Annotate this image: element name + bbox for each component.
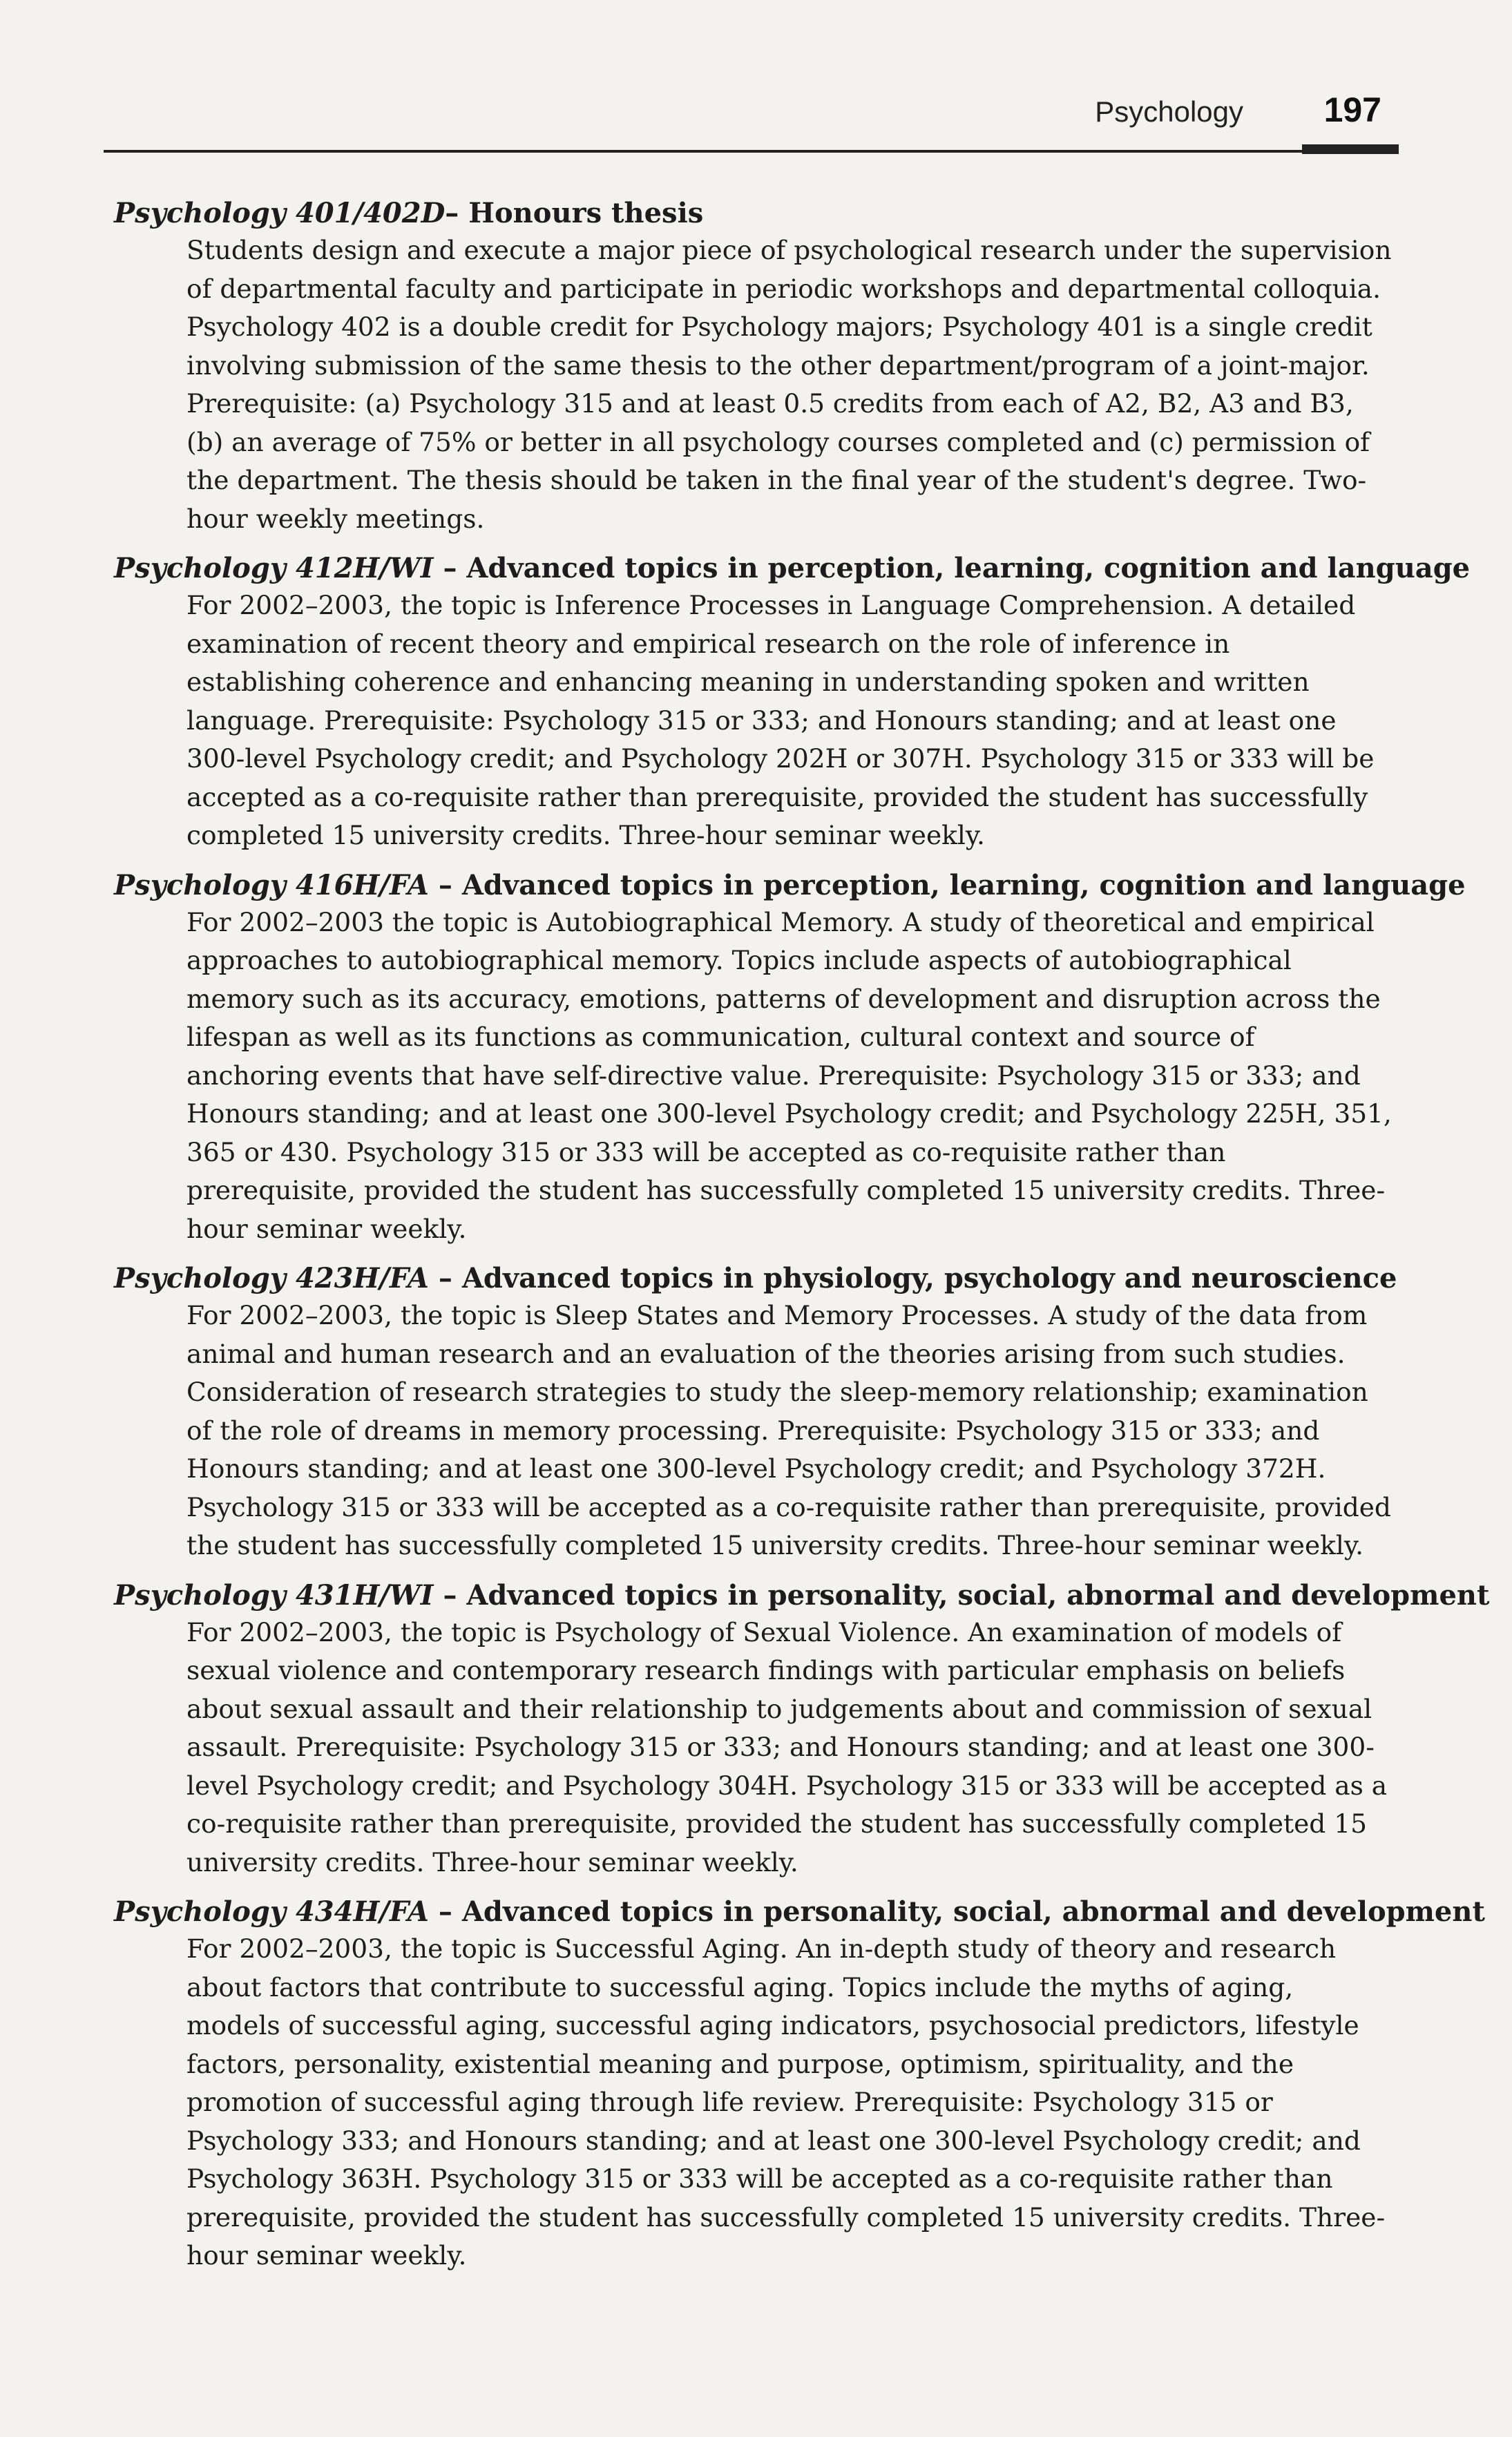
course-description: For 2002–2003 the topic is Autobiographical Memory. A study of theoretical and empirical approaches to autobiographical memory. Topics include aspects of autobiographical memory such as its accuracy, emotions, patterns of development and disruption across the lifespan as well as its functions as communication, cultural context and source of anchoring events that have self-directive value. Prerequisite: Psychology 315 or 333; and Honours standing; and at least one 300-level Psychology credit; and Psychology 225H, 351, 365 or 430. Psychology 315 or 333 will be accepted as co-requisite rather than prerequisite, provided the student has successfully completed 15 university credits. Three-hour seminar weekly. (186, 906, 1392, 1244)
course-separator: – (438, 1895, 452, 1928)
course-heading (114, 195, 1399, 231)
page-header (104, 90, 1381, 145)
section-title: Psychology (1095, 95, 1243, 128)
course-code: Psychology 434H/FA (114, 1895, 429, 1928)
course-separator: – (438, 868, 452, 901)
header-rule (104, 150, 1399, 153)
header-rule-accent (1302, 144, 1399, 154)
course-description: For 2002–2003, the topic is Sleep States and Memory Processes. A study of the data from animal and human research and an evaluation of the theories arising from such studies. Consideration of research strategies to study the sleep-memory relationship; examination of the role of dreams in memory processing. Prerequisite: Psychology 315 or 333; and Honours standing; and at least one 300-level Psychology credit; and Psychology 372H. Psychology 315 or 333 will be accepted as a co-requisite rather than prerequisite, provided the student has successfully completed 15 university credits. Three-hour seminar weekly. (186, 1300, 1391, 1560)
course-heading (114, 1261, 1399, 1297)
course-separator: – (443, 552, 457, 584)
course-entry (114, 551, 1471, 855)
course-heading (114, 1578, 1490, 1614)
course-entry (114, 1261, 1399, 1565)
course-title: Advanced topics in personality, social, abnormal and development (466, 1578, 1490, 1612)
course-entry (114, 868, 1466, 1249)
course-code: Psychology 423H/FA (114, 1262, 429, 1294)
course-description: For 2002–2003, the topic is Psychology of Sexual Violence. An examination of models of sexual violence and contemporary research findings with particular emphasis on beliefs about sexual assault and their relationship to judgements about and commission of sexual assault. Prerequisite: Psychology 315 or 333; and Honours standing; and at least one 300-level Psychology credit; and Psychology 304H. Psychology 315 or 333 will be accepted as a co-requisite rather than prerequisite, provided the student has successfully completed 15 university credits. Three-hour seminar weekly. (186, 1616, 1388, 1877)
course-title: Advanced topics in personality, social, abnormal and development (461, 1895, 1485, 1928)
course-heading (114, 868, 1466, 904)
course-heading (114, 551, 1471, 586)
course-code: Psychology 401/402D (114, 197, 446, 229)
course-heading (114, 1894, 1485, 1930)
course-description: Students design and execute a major piece of psychological research under the supervision of departmental faculty and participate in periodic workshops and departmental colloquia. Psychology 402 is a double credit for Psychology majors; Psychology 401 is a single credit involving submission of the same thesis to the other department/program of a joint-major. Prerequisite: (a) Psychology 315 and at least 0.5 credits from each of A2, B2, A3 and B3, (b) an average of 75% or better in all psychology courses completed and (c) permission of the department. The thesis should be taken in the final year of the student's degree. Two-hour weekly meetings. (186, 235, 1392, 534)
course-title: Advanced topics in perception, learning, cognition and language (461, 868, 1466, 901)
course-title: Advanced topics in physiology, psychology and neuroscience (461, 1262, 1397, 1294)
course-title: Honours thesis (468, 197, 704, 229)
course-entry (114, 1578, 1490, 1882)
course-description: For 2002–2003, the topic is Inference Processes in Language Comprehension. A detailed examination of recent theory and empirical research on the role of inference in establishing coherence and enhancing meaning in understanding spoken and written language. Prerequisite: Psychology 315 or 333; and Honours standing; and at least one 300-level Psychology credit; and Psychology 202H or 307H. Psychology 315 or 333 will be accepted as a co-requisite rather than prerequisite, provided the student has successfully completed 15 university credits. Three-hour seminar weekly. (186, 590, 1375, 850)
course-code: Psychology 431H/WI (114, 1578, 434, 1612)
course-separator: – (443, 1578, 457, 1612)
course-entry (114, 195, 1399, 538)
course-separator: – (438, 1262, 452, 1294)
page-number: 197 (1323, 90, 1381, 129)
course-separator: – (445, 197, 459, 229)
course-description: For 2002–2003, the topic is Successful Aging. An in-depth study of theory and research about factors that contribute to successful aging. Topics include the myths of aging, models of successful aging, successful aging indicators, psychosocial predictors, lifestyle factors, personality, existential meaning and purpose, optimism, spirituality, and the promotion of successful aging through life review. Prerequisite: Psychology 315 or Psychology 333; and Honours standing; and at least one 300-level Psychology credit; and Psychology 363H. Psychology 315 or 333 will be accepted as a co-requisite rather than prerequisite, provided the student has successfully completed 15 university credits. Three-hour seminar weekly. (186, 1933, 1386, 2271)
course-list (114, 195, 1490, 2288)
course-entry (114, 1894, 1485, 2275)
course-code: Psychology 412H/WI (114, 552, 434, 584)
course-title: Advanced topics in perception, learning, cognition and language (466, 552, 1471, 584)
course-code: Psychology 416H/FA (114, 868, 429, 901)
